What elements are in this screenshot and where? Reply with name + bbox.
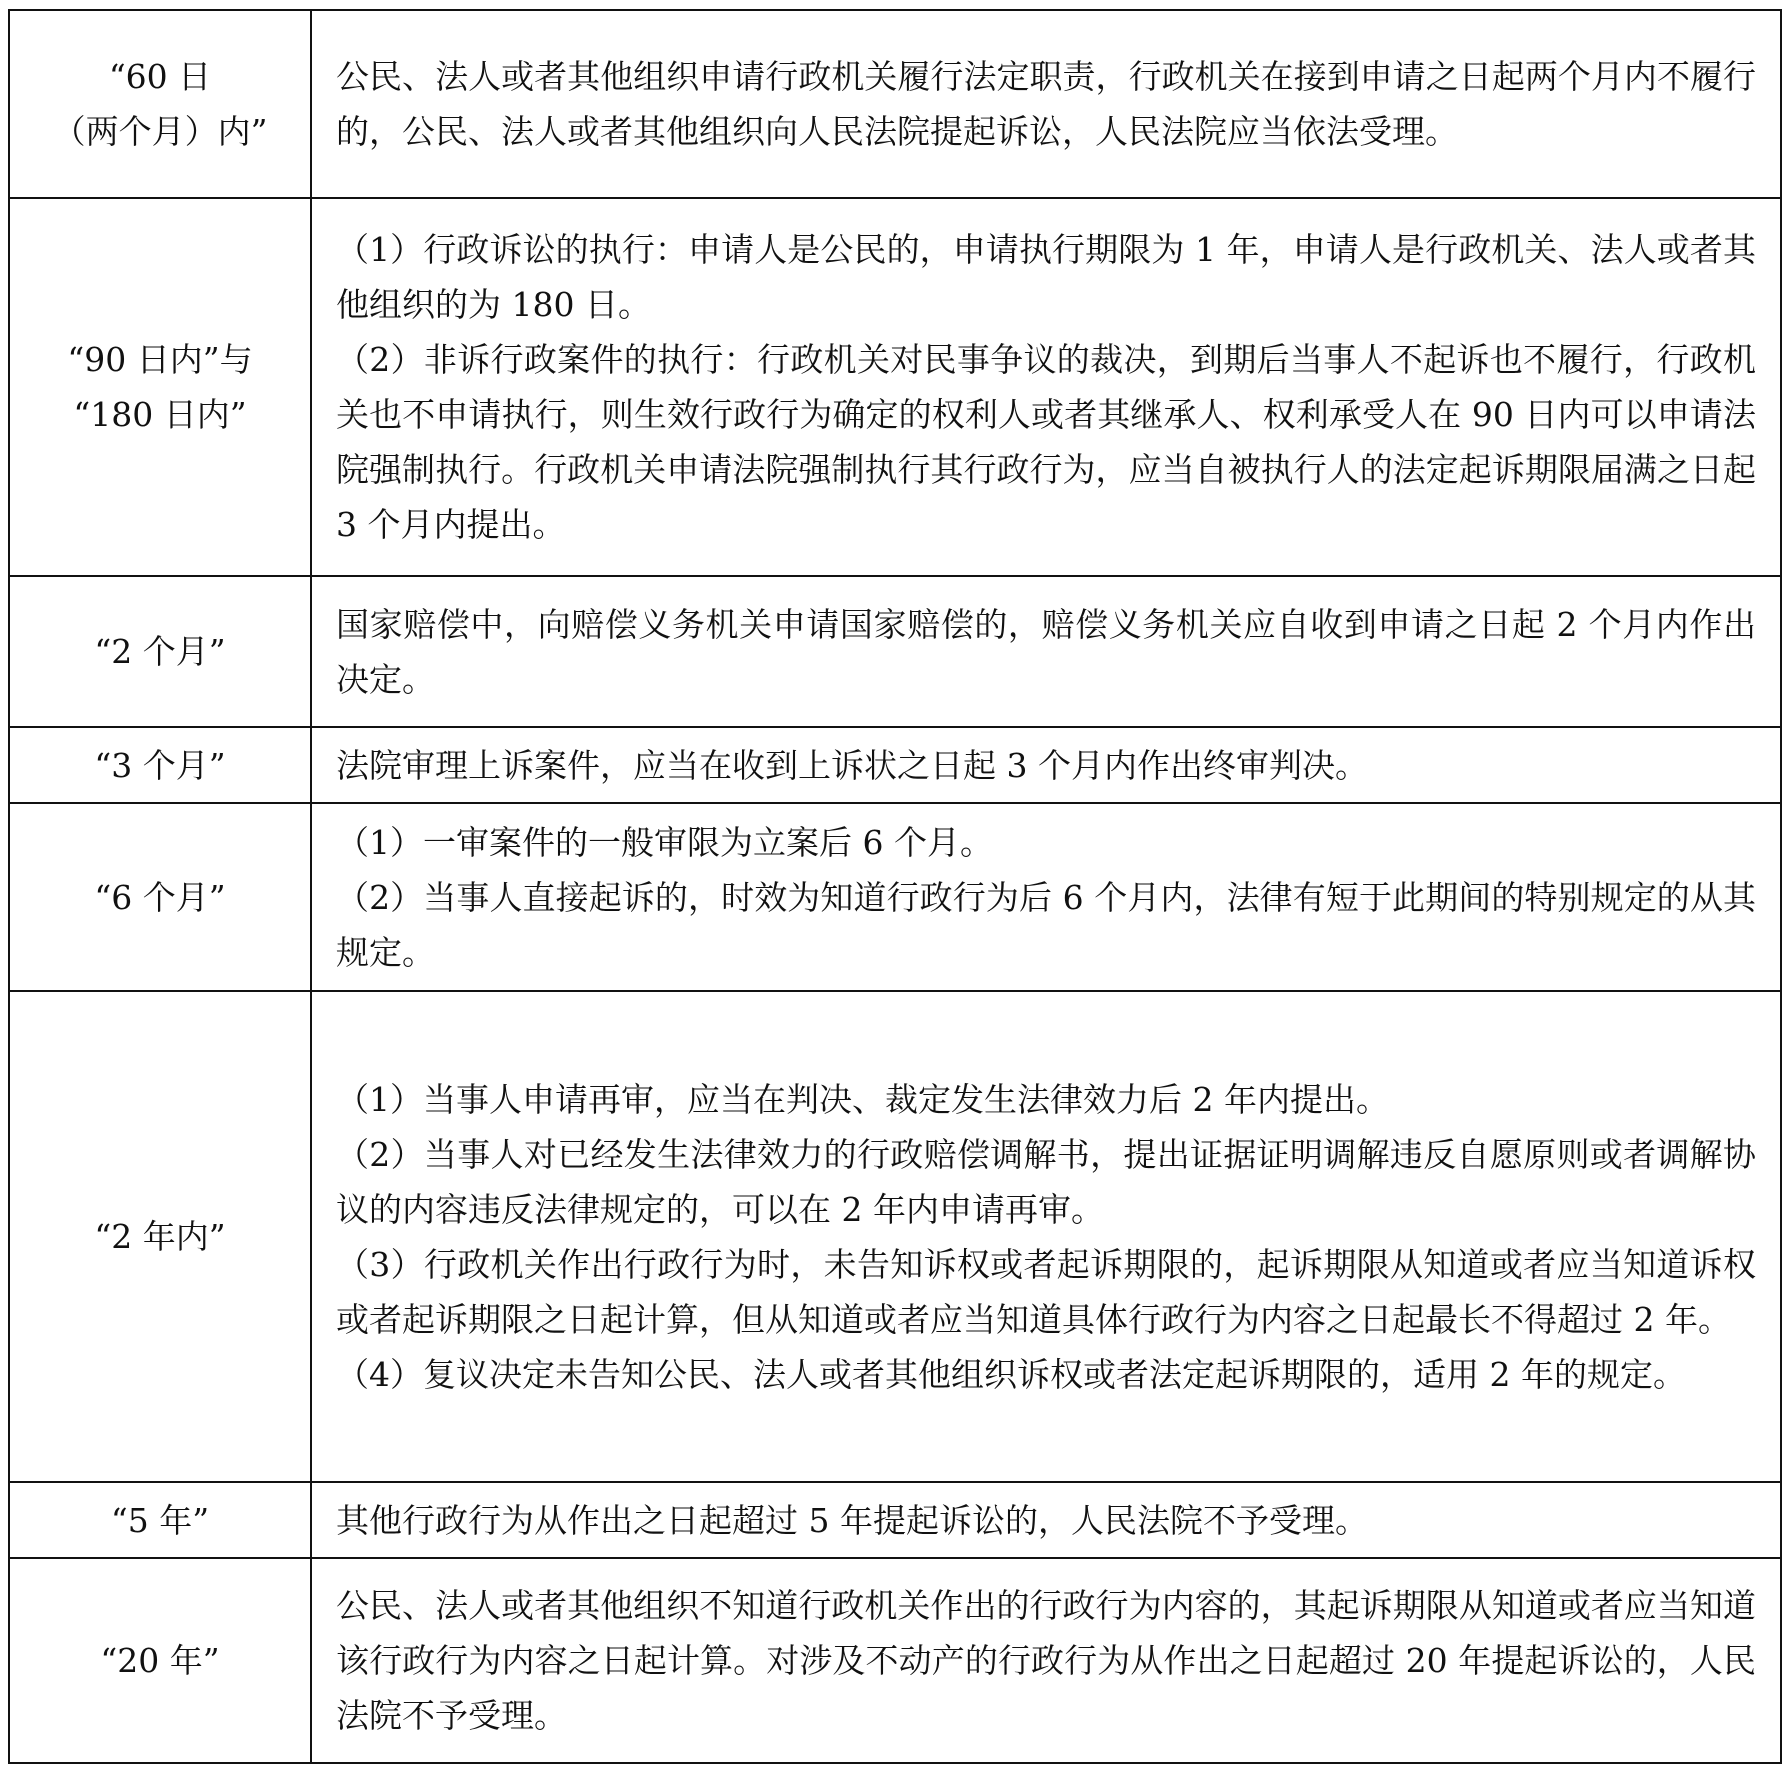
- rule-cell: [311, 991, 1781, 1482]
- period-cell: [9, 991, 311, 1482]
- period-label: （两个月）内”: [52, 112, 268, 151]
- period-label: “6 个月”: [94, 877, 226, 917]
- rule-text: （2）当事人对已经发生法律效力的行政赔偿调解书，提出证据证明调解违反自愿原则或者调解协议的内容违反法律规定的，可以在 2 年内申请再审。: [336, 1134, 1756, 1229]
- period-label: “180 日内”: [73, 395, 247, 434]
- rule-cell: [311, 803, 1781, 991]
- time-limits-table: [8, 9, 1782, 1764]
- period-cell: [9, 198, 311, 576]
- table-row-2-years: [9, 991, 1781, 1482]
- rule-text: 公民、法人或者其他组织不知道行政机关作出的行政行为内容的，其起诉期限从知道或者应当知道该行政行为内容之日起计算。对涉及不动产的行政行为从作出之日起超过 20 年提起诉讼的，人民法院不予受理。: [336, 1586, 1756, 1735]
- rule-text: （2）非诉行政案件的执行：行政机关对民事争议的裁决，到期后当事人不起诉也不履行，行政机关也不申请执行，则生效行政行为确定的权利人或者其继承人、权利承受人在 90 日内可以申请法院强制执行。行政机关申请法院强制执行其行政行为，应当自被执行人的法定起诉期限届满之日起 3 个月内提出。: [336, 340, 1756, 544]
- rule-text: （4）复议决定未告知公民、法人或者其他组织诉权或者法定起诉期限的，适用 2 年的规定。: [336, 1354, 1686, 1394]
- table-row-20-years: [9, 1558, 1781, 1763]
- period-label: “2 个月”: [94, 632, 226, 671]
- rule-cell: [311, 1558, 1781, 1763]
- period-cell: [9, 10, 311, 198]
- period-label: “3 个月”: [94, 745, 226, 785]
- period-label: “5 年”: [110, 1500, 210, 1540]
- rule-text: （2）当事人直接起诉的，时效为知道行政行为后 6 个月内，法律有短于此期间的特别规定的从其规定。: [336, 877, 1756, 972]
- table-row-60-days: [9, 10, 1781, 198]
- rule-text: 国家赔偿中，向赔偿义务机关申请国家赔偿的，赔偿义务机关应自收到申请之日起 2 个月内作出决定。: [336, 604, 1756, 699]
- rule-text: （1）一审案件的一般审限为立案后 6 个月。: [336, 822, 993, 862]
- rule-text: 法院审理上诉案件，应当在收到上诉状之日起 3 个月内作出终审判决。: [336, 745, 1368, 785]
- rule-cell: [311, 198, 1781, 576]
- table-row-6-months: [9, 803, 1781, 991]
- period-cell: [9, 576, 311, 727]
- period-label: “20 年”: [100, 1641, 220, 1680]
- rule-cell: [311, 1482, 1781, 1558]
- table-row-90-180-days: [9, 198, 1781, 576]
- period-label: “90 日内”与: [67, 340, 253, 379]
- rule-text: （1）行政诉讼的执行：申请人是公民的，申请执行期限为 1 年，申请人是行政机关、法人或者其他组织的为 180 日。: [336, 230, 1756, 324]
- rule-text: （3）行政机关作出行政行为时，未告知诉权或者起诉期限的，起诉期限从知道或者应当知道诉权或者起诉期限之日起计算，但从知道或者应当知道具体行政行为内容之日起最长不得超过 2 年。: [336, 1244, 1756, 1339]
- period-label: “2 年内”: [94, 1217, 226, 1256]
- period-label: “60 日: [108, 57, 212, 96]
- rule-cell: [311, 10, 1781, 198]
- table-row-5-years: [9, 1482, 1781, 1558]
- table-row-2-months: [9, 576, 1781, 727]
- time-limits-table-container: [8, 9, 1780, 1764]
- period-cell: [9, 727, 311, 803]
- rule-cell: [311, 576, 1781, 727]
- rule-text: 公民、法人或者其他组织申请行政机关履行法定职责，行政机关在接到申请之日起两个月内不履行的，公民、法人或者其他组织向人民法院提起诉讼，人民法院应当依法受理。: [336, 57, 1756, 151]
- rule-text: 其他行政行为从作出之日起超过 5 年提起诉讼的，人民法院不予受理。: [336, 1500, 1368, 1540]
- rule-cell: [311, 727, 1781, 803]
- table-row-3-months: [9, 727, 1781, 803]
- period-cell: [9, 803, 311, 991]
- period-cell: [9, 1482, 311, 1558]
- period-cell: [9, 1558, 311, 1763]
- rule-text: （1）当事人申请再审，应当在判决、裁定发生法律效力后 2 年内提出。: [336, 1079, 1389, 1119]
